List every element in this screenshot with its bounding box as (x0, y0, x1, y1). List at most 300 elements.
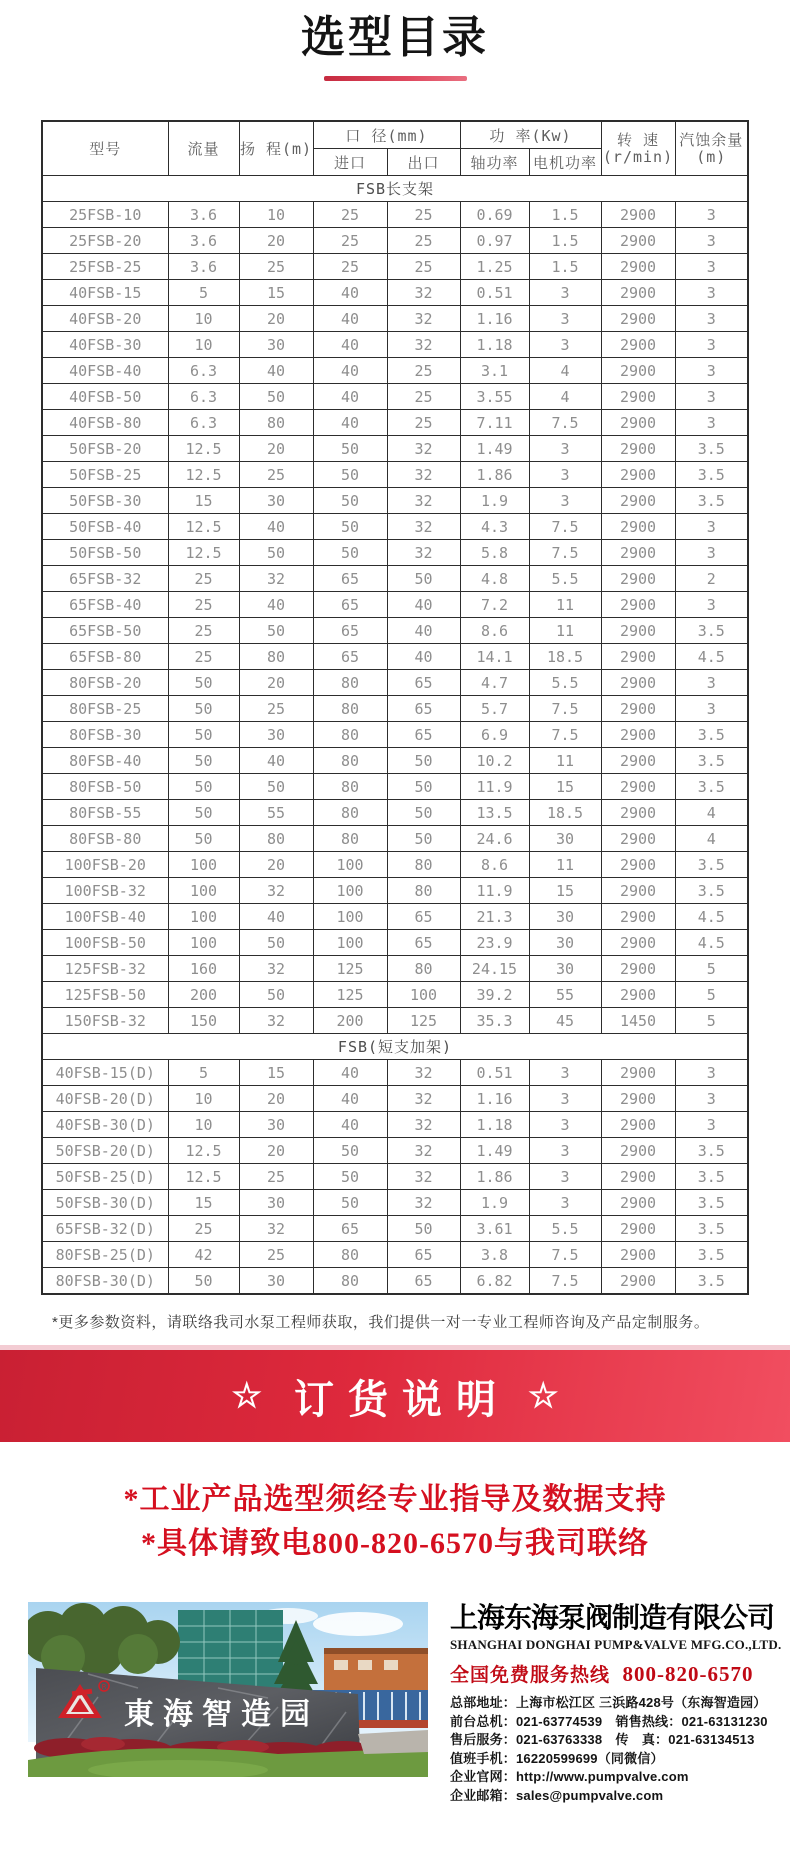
cell-inlet: 50 (313, 1190, 387, 1216)
cell-flow: 100 (168, 878, 239, 904)
cell-outlet: 80 (387, 878, 460, 904)
cell-model: 40FSB-50 (42, 384, 168, 410)
cell-shaft-power: 5.8 (460, 540, 529, 566)
cell-inlet: 40 (313, 410, 387, 436)
cell-inlet: 80 (313, 1242, 387, 1268)
cell-inlet: 50 (313, 462, 387, 488)
cell-npsh: 3.5 (675, 1242, 748, 1268)
cell-outlet: 40 (387, 592, 460, 618)
cell-shaft-power: 3.61 (460, 1216, 529, 1242)
cell-head: 50 (239, 618, 313, 644)
cell-head: 25 (239, 696, 313, 722)
cell-flow: 25 (168, 1216, 239, 1242)
header-outlet: 出口 (387, 149, 460, 176)
cell-shaft-power: 1.49 (460, 436, 529, 462)
header-speed (601, 121, 675, 176)
header-model: 型号 (42, 121, 168, 176)
cell-flow: 10 (168, 1086, 239, 1112)
cell-motor-power: 4 (529, 384, 601, 410)
header-speed-unit: (r/min) (602, 147, 674, 166)
cell-motor-power: 3 (529, 1112, 601, 1138)
cell-motor-power: 30 (529, 904, 601, 930)
cell-head: 30 (239, 332, 313, 358)
cell-flow: 100 (168, 852, 239, 878)
cell-npsh: 4 (675, 800, 748, 826)
cell-head: 40 (239, 904, 313, 930)
cell-motor-power: 7.5 (529, 410, 601, 436)
cell-flow: 150 (168, 1008, 239, 1034)
cell-head: 25 (239, 462, 313, 488)
company-name: 上海东海泵阀制造有限公司 (450, 1602, 775, 1633)
cell-speed: 2900 (601, 1190, 675, 1216)
cell-model: 80FSB-30(D) (42, 1268, 168, 1295)
cell-model: 50FSB-40 (42, 514, 168, 540)
cell-model: 40FSB-20 (42, 306, 168, 332)
cell-shaft-power: 3.8 (460, 1242, 529, 1268)
cell-speed: 2900 (601, 358, 675, 384)
cell-shaft-power: 8.6 (460, 618, 529, 644)
cell-shaft-power: 35.3 (460, 1008, 529, 1034)
cell-inlet: 100 (313, 904, 387, 930)
cell-outlet: 50 (387, 774, 460, 800)
table-header-row-1 (42, 121, 748, 149)
table-row (42, 852, 748, 878)
cell-npsh: 3.5 (675, 1190, 748, 1216)
cell-motor-power: 3 (529, 1190, 601, 1216)
cell-flow: 25 (168, 618, 239, 644)
cell-model: 80FSB-30 (42, 722, 168, 748)
cell-head: 50 (239, 930, 313, 956)
contact-line: 总部地址：上海市松江区 三浜路428号（东海智造园） (450, 1695, 767, 1710)
cell-speed: 2900 (601, 618, 675, 644)
table-row (42, 202, 748, 228)
cell-model: 65FSB-40 (42, 592, 168, 618)
cell-head: 30 (239, 488, 313, 514)
cell-outlet: 25 (387, 202, 460, 228)
factory-photo-illustration (28, 1602, 428, 1777)
cell-outlet: 32 (387, 280, 460, 306)
contact-list (450, 1694, 768, 1805)
cell-inlet: 40 (313, 1112, 387, 1138)
cell-motor-power: 4 (529, 358, 601, 384)
cell-flow: 50 (168, 826, 239, 852)
cell-flow: 12.5 (168, 514, 239, 540)
cell-motor-power: 30 (529, 930, 601, 956)
cell-speed: 2900 (601, 878, 675, 904)
cell-outlet: 32 (387, 1112, 460, 1138)
cell-model: 80FSB-80 (42, 826, 168, 852)
cell-model: 50FSB-25(D) (42, 1164, 168, 1190)
cell-flow: 50 (168, 722, 239, 748)
cell-flow: 3.6 (168, 254, 239, 280)
cell-shaft-power: 1.9 (460, 1190, 529, 1216)
cell-inlet: 80 (313, 696, 387, 722)
header-motor-power: 电机功率 (529, 149, 601, 176)
contact-line: 企业邮箱：sales@pumpvalve.com (450, 1787, 664, 1803)
cell-head: 25 (239, 1242, 313, 1268)
cell-inlet: 65 (313, 618, 387, 644)
cell-npsh: 3 (675, 540, 748, 566)
cell-motor-power: 5.5 (529, 670, 601, 696)
cell-motor-power: 3 (529, 436, 601, 462)
cell-npsh: 5 (675, 956, 748, 982)
company-info (450, 1602, 782, 1805)
table-row (42, 254, 748, 280)
cell-npsh: 5 (675, 982, 748, 1008)
cell-outlet: 32 (387, 1060, 460, 1086)
cell-speed: 2900 (601, 254, 675, 280)
cell-model: 100FSB-20 (42, 852, 168, 878)
cell-head: 55 (239, 800, 313, 826)
cell-npsh: 3.5 (675, 878, 748, 904)
table-row (42, 1086, 748, 1112)
cell-flow: 12.5 (168, 540, 239, 566)
cell-model: 25FSB-10 (42, 202, 168, 228)
cell-model: 80FSB-25 (42, 696, 168, 722)
cell-outlet: 25 (387, 410, 460, 436)
cell-outlet: 65 (387, 696, 460, 722)
cell-shaft-power: 1.86 (460, 1164, 529, 1190)
header-npsh-unit: (m) (696, 147, 727, 166)
cell-model: 100FSB-32 (42, 878, 168, 904)
cell-flow: 5 (168, 280, 239, 306)
cell-head: 32 (239, 878, 313, 904)
cell-motor-power: 7.5 (529, 1268, 601, 1295)
cell-model: 65FSB-80 (42, 644, 168, 670)
cell-npsh: 3 (675, 332, 748, 358)
table-row (42, 566, 748, 592)
cell-npsh: 3.5 (675, 1268, 748, 1295)
cell-model: 65FSB-50 (42, 618, 168, 644)
cell-head: 40 (239, 514, 313, 540)
cell-head: 50 (239, 774, 313, 800)
hotline-label: 全国免费服务热线 (450, 1665, 611, 1686)
cell-speed: 2900 (601, 306, 675, 332)
table-row (42, 1008, 748, 1034)
cell-flow: 160 (168, 956, 239, 982)
cell-inlet: 100 (313, 930, 387, 956)
cell-speed: 2900 (601, 956, 675, 982)
cell-speed: 2900 (601, 1216, 675, 1242)
cell-npsh: 3.5 (675, 774, 748, 800)
cell-motor-power: 11 (529, 748, 601, 774)
cell-outlet: 65 (387, 1242, 460, 1268)
cell-npsh: 3 (675, 1086, 748, 1112)
header-flow: 流量 (168, 121, 239, 176)
cell-npsh: 3.5 (675, 618, 748, 644)
cell-inlet: 50 (313, 1164, 387, 1190)
cell-flow: 12.5 (168, 1138, 239, 1164)
cell-npsh: 3.5 (675, 1164, 748, 1190)
cell-outlet: 32 (387, 1086, 460, 1112)
slogan-line-2: *具体请致电800-820-6570与我司联络 (141, 1527, 649, 1560)
cell-outlet: 25 (387, 228, 460, 254)
cell-inlet: 25 (313, 228, 387, 254)
cell-model: 65FSB-32 (42, 566, 168, 592)
cell-outlet: 50 (387, 1216, 460, 1242)
cell-npsh: 3.5 (675, 852, 748, 878)
cell-outlet: 32 (387, 306, 460, 332)
cell-speed: 2900 (601, 644, 675, 670)
cell-flow: 6.3 (168, 410, 239, 436)
cell-motor-power: 7.5 (529, 696, 601, 722)
cell-npsh: 3 (675, 1060, 748, 1086)
cell-motor-power: 55 (529, 982, 601, 1008)
cell-speed: 2900 (601, 904, 675, 930)
cell-speed: 2900 (601, 332, 675, 358)
cell-speed: 2900 (601, 462, 675, 488)
cell-head: 32 (239, 1008, 313, 1034)
cell-motor-power: 3 (529, 280, 601, 306)
cell-outlet: 125 (387, 1008, 460, 1034)
cell-shaft-power: 24.15 (460, 956, 529, 982)
cell-flow: 25 (168, 592, 239, 618)
header-npsh (675, 121, 748, 176)
cell-inlet: 50 (313, 514, 387, 540)
cell-speed: 2900 (601, 670, 675, 696)
cell-inlet: 80 (313, 800, 387, 826)
cell-flow: 42 (168, 1242, 239, 1268)
cell-flow: 5 (168, 1060, 239, 1086)
cell-head: 20 (239, 306, 313, 332)
table-row (42, 384, 748, 410)
cell-motor-power: 30 (529, 956, 601, 982)
cell-flow: 12.5 (168, 462, 239, 488)
cell-head: 80 (239, 826, 313, 852)
cell-shaft-power: 0.51 (460, 280, 529, 306)
header-inlet: 进口 (313, 149, 387, 176)
table-row (42, 332, 748, 358)
cell-motor-power: 3 (529, 332, 601, 358)
cell-head: 20 (239, 1086, 313, 1112)
cell-speed: 2900 (601, 696, 675, 722)
table-row (42, 826, 748, 852)
cell-model: 100FSB-50 (42, 930, 168, 956)
cell-shaft-power: 1.25 (460, 254, 529, 280)
table-row (42, 670, 748, 696)
cell-npsh: 3.5 (675, 748, 748, 774)
cell-inlet: 40 (313, 384, 387, 410)
cell-outlet: 100 (387, 982, 460, 1008)
cell-flow: 50 (168, 774, 239, 800)
cell-motor-power: 3 (529, 306, 601, 332)
cell-inlet: 125 (313, 956, 387, 982)
cell-shaft-power: 3.1 (460, 358, 529, 384)
cell-outlet: 32 (387, 540, 460, 566)
cell-outlet: 32 (387, 436, 460, 462)
cell-speed: 2900 (601, 1112, 675, 1138)
table-row (42, 956, 748, 982)
cell-speed: 2900 (601, 982, 675, 1008)
cell-model: 50FSB-30(D) (42, 1190, 168, 1216)
cell-speed: 2900 (601, 774, 675, 800)
cell-flow: 10 (168, 1112, 239, 1138)
cell-shaft-power: 39.2 (460, 982, 529, 1008)
page-title: 选型目录 (301, 13, 489, 62)
cell-shaft-power: 7.2 (460, 592, 529, 618)
cell-npsh: 2 (675, 566, 748, 592)
cell-inlet: 65 (313, 1216, 387, 1242)
cell-head: 30 (239, 722, 313, 748)
driveway (358, 1730, 428, 1754)
cell-outlet: 80 (387, 852, 460, 878)
cell-flow: 50 (168, 670, 239, 696)
table-row (42, 644, 748, 670)
slogan-line-1: *工业产品选型须经专业指导及数据支持 (123, 1483, 667, 1516)
contact-line: 售后服务：021-63763338 传 真：021-63134513 (450, 1732, 755, 1747)
cell-shaft-power: 24.6 (460, 826, 529, 852)
slogan-block (0, 1478, 790, 1566)
cell-flow: 12.5 (168, 1164, 239, 1190)
cell-inlet: 80 (313, 1268, 387, 1295)
cell-motor-power: 3 (529, 1060, 601, 1086)
cell-motor-power: 11 (529, 592, 601, 618)
cell-speed: 2900 (601, 930, 675, 956)
selection-table (41, 120, 749, 1295)
table-section-title: FSB(短支加架) (42, 1034, 748, 1060)
cell-shaft-power: 14.1 (460, 644, 529, 670)
cell-motor-power: 3 (529, 1138, 601, 1164)
cell-motor-power: 3 (529, 1164, 601, 1190)
cell-npsh: 4.5 (675, 644, 748, 670)
cell-outlet: 65 (387, 722, 460, 748)
cell-speed: 2900 (601, 566, 675, 592)
table-row (42, 358, 748, 384)
table-row (42, 410, 748, 436)
cell-inlet: 40 (313, 306, 387, 332)
cell-inlet: 40 (313, 1060, 387, 1086)
cell-shaft-power: 13.5 (460, 800, 529, 826)
cell-shaft-power: 1.9 (460, 488, 529, 514)
cell-model: 50FSB-20(D) (42, 1138, 168, 1164)
cell-shaft-power: 7.11 (460, 410, 529, 436)
cell-shaft-power: 0.51 (460, 1060, 529, 1086)
cell-inlet: 65 (313, 644, 387, 670)
factory-photo (28, 1602, 428, 1777)
cell-flow: 3.6 (168, 228, 239, 254)
hotline-number: 800-820-6570 (622, 1662, 754, 1686)
cell-flow: 50 (168, 748, 239, 774)
cell-inlet: 125 (313, 982, 387, 1008)
contact-line: 值班手机：16220599699（同微信） (450, 1750, 664, 1766)
cell-inlet: 40 (313, 1086, 387, 1112)
cell-shaft-power: 4.8 (460, 566, 529, 592)
cell-motor-power: 11 (529, 852, 601, 878)
cell-flow: 10 (168, 306, 239, 332)
cell-npsh: 3.5 (675, 488, 748, 514)
cell-shaft-power: 8.6 (460, 852, 529, 878)
table-row (42, 696, 748, 722)
cell-inlet: 25 (313, 202, 387, 228)
cell-flow: 3.6 (168, 202, 239, 228)
cell-head: 50 (239, 982, 313, 1008)
cell-shaft-power: 1.16 (460, 1086, 529, 1112)
cell-head: 30 (239, 1190, 313, 1216)
cell-motor-power: 3 (529, 1086, 601, 1112)
cell-outlet: 65 (387, 670, 460, 696)
cell-outlet: 50 (387, 800, 460, 826)
cell-outlet: 50 (387, 826, 460, 852)
cell-motor-power: 5.5 (529, 566, 601, 592)
cell-shaft-power: 11.9 (460, 774, 529, 800)
cell-npsh: 3 (675, 1112, 748, 1138)
cell-inlet: 80 (313, 774, 387, 800)
cell-head: 30 (239, 1268, 313, 1295)
cell-inlet: 65 (313, 566, 387, 592)
cell-model: 125FSB-50 (42, 982, 168, 1008)
cell-shaft-power: 0.97 (460, 228, 529, 254)
table-row (42, 904, 748, 930)
table-row (42, 722, 748, 748)
cell-shaft-power: 1.18 (460, 332, 529, 358)
cell-head: 40 (239, 592, 313, 618)
table-row (42, 982, 748, 1008)
table-row (42, 1060, 748, 1086)
cell-speed: 2900 (601, 488, 675, 514)
cell-inlet: 65 (313, 592, 387, 618)
cell-outlet: 50 (387, 566, 460, 592)
table-row (42, 462, 748, 488)
cell-flow: 10 (168, 332, 239, 358)
cell-motor-power: 1.5 (529, 202, 601, 228)
cell-shaft-power: 6.9 (460, 722, 529, 748)
cell-inlet: 50 (313, 540, 387, 566)
star-icon-right: ☆ (528, 1377, 559, 1415)
cell-outlet: 40 (387, 644, 460, 670)
cell-flow: 100 (168, 930, 239, 956)
table-row (42, 748, 748, 774)
cell-head: 40 (239, 358, 313, 384)
table-row (42, 1268, 748, 1295)
table-row (42, 1112, 748, 1138)
table-row (42, 306, 748, 332)
header-npsh-label: 汽蚀余量 (679, 130, 744, 149)
cell-speed: 1450 (601, 1008, 675, 1034)
cell-shaft-power: 4.3 (460, 514, 529, 540)
header-power-group: 功 率(Kw) (460, 121, 601, 149)
cell-model: 25FSB-20 (42, 228, 168, 254)
cell-motor-power: 7.5 (529, 722, 601, 748)
table-row (42, 1138, 748, 1164)
cell-speed: 2900 (601, 722, 675, 748)
header-speed-label: 转 速 (616, 130, 660, 149)
cell-npsh: 3 (675, 384, 748, 410)
cell-shaft-power: 1.18 (460, 1112, 529, 1138)
cell-outlet: 65 (387, 904, 460, 930)
cell-head: 40 (239, 748, 313, 774)
cell-npsh: 3.5 (675, 1216, 748, 1242)
cell-npsh: 3 (675, 254, 748, 280)
cell-motor-power: 3 (529, 462, 601, 488)
cell-outlet: 32 (387, 1190, 460, 1216)
cell-npsh: 3.5 (675, 1138, 748, 1164)
cell-head: 25 (239, 254, 313, 280)
table-row (42, 800, 748, 826)
cell-motor-power: 30 (529, 826, 601, 852)
table-row (42, 592, 748, 618)
cell-shaft-power: 23.9 (460, 930, 529, 956)
order-notice-banner (0, 1350, 790, 1442)
cell-npsh: 4.5 (675, 930, 748, 956)
cell-motor-power: 1.5 (529, 228, 601, 254)
cell-npsh: 4 (675, 826, 748, 852)
cell-model: 50FSB-30 (42, 488, 168, 514)
sign-wall-text: 東海智造园 (124, 1698, 319, 1731)
cell-outlet: 32 (387, 488, 460, 514)
service-hotline (450, 1660, 764, 1687)
cell-model: 100FSB-40 (42, 904, 168, 930)
cell-model: 125FSB-32 (42, 956, 168, 982)
